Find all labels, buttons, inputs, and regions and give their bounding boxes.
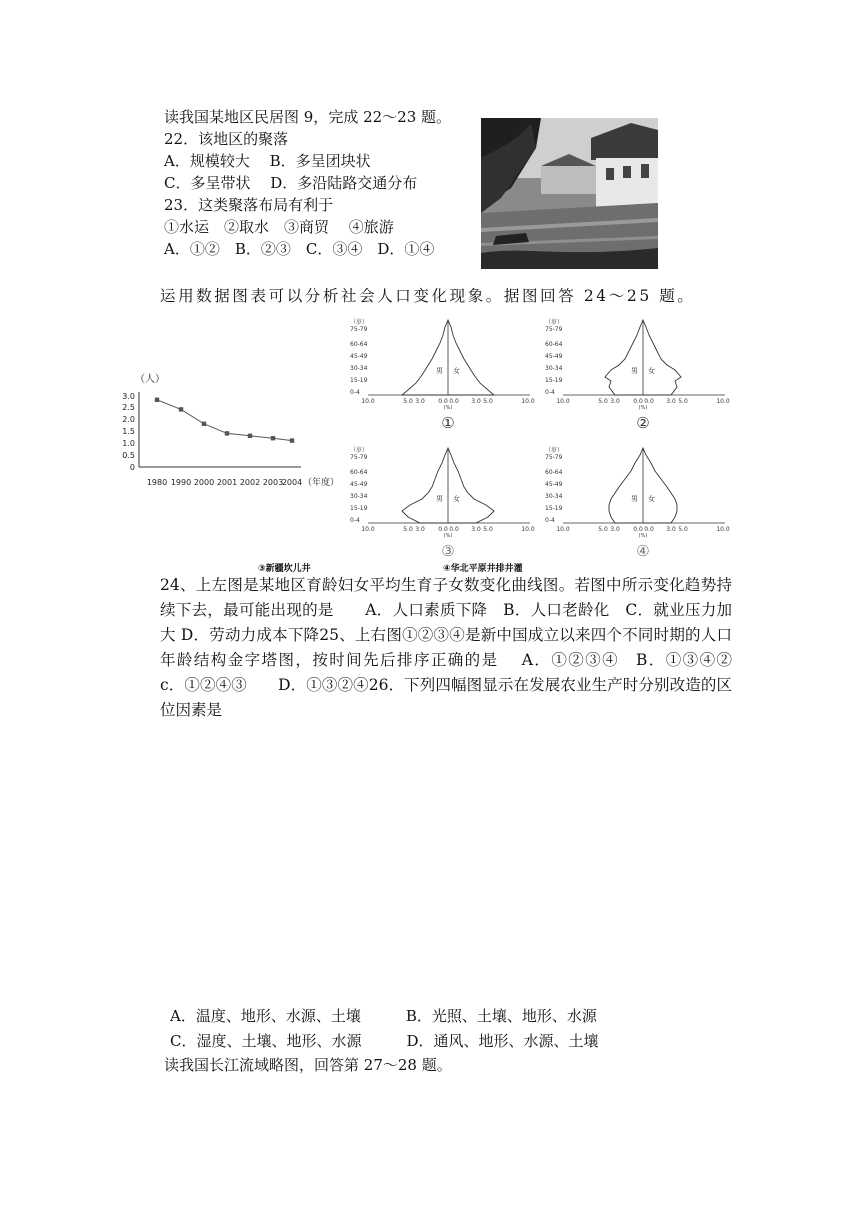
pyramid-label: ③ <box>441 542 455 560</box>
q23-options: A．①② B．②③ C．③④ D．①④ <box>164 240 435 258</box>
residence-photo <box>481 118 658 269</box>
svg-text:0.0: 0.0 <box>633 398 643 405</box>
data-point <box>155 398 159 402</box>
x-tick: 2003 <box>262 478 284 487</box>
y-tick: 0.5 <box>122 451 135 460</box>
line-series <box>155 398 294 443</box>
svg-text:60-64: 60-64 <box>350 469 368 476</box>
y-tick: 2.0 <box>122 415 135 424</box>
x-tick: 2000 <box>193 478 215 487</box>
svg-text:0.0: 0.0 <box>438 526 448 533</box>
series-line <box>157 400 292 441</box>
pyramid-label: ① <box>441 414 455 432</box>
x-tick: 1990 <box>170 478 192 487</box>
svg-text:10.0: 10.0 <box>521 398 535 405</box>
svg-text:男: 男 <box>436 367 443 375</box>
svg-text:45-49: 45-49 <box>545 481 563 488</box>
svg-text:5.0: 5.0 <box>678 398 688 405</box>
svg-text:10.0: 10.0 <box>556 398 570 405</box>
svg-text:0.0: 0.0 <box>633 526 643 533</box>
svg-text:（岁）: （岁） <box>545 447 564 454</box>
svg-text:0.0: 0.0 <box>438 398 448 405</box>
pyramid-label: ④ <box>636 542 650 560</box>
svg-text:(%): (%) <box>443 405 453 411</box>
svg-text:60-64: 60-64 <box>545 469 563 476</box>
svg-text:60-64: 60-64 <box>350 341 368 348</box>
q24-26-paragraph: 24、上左图是某地区育龄妇女平均生育子女数变化曲线图。若图中所示变化趋势持续下去，最可能出现的是 A．人口素质下降 B．人口老龄化 C．就业压力加大 D．劳动力成本下降25、上右图①②③④是新中国成立以来四个不同时期的人口年龄结构金字塔图，按时间先后排序正确的是 A．①②③④ B．①③④② c．①②④③ D．①③②④26．下列四幅图显示在发展农业生产时分别改造的区位因素是 <box>160 576 764 719</box>
svg-text:(%): (%) <box>638 533 648 539</box>
svg-text:0.0: 0.0 <box>449 398 459 405</box>
svg-text:3.0: 3.0 <box>415 398 425 405</box>
svg-text:（岁）: （岁） <box>545 319 564 326</box>
svg-text:10.0: 10.0 <box>521 526 535 533</box>
svg-text:男: 男 <box>631 367 638 375</box>
svg-text:15-19: 15-19 <box>545 505 563 512</box>
svg-text:0-4: 0-4 <box>350 389 360 396</box>
svg-text:0-4: 0-4 <box>350 517 360 524</box>
svg-text:45-49: 45-49 <box>350 481 368 488</box>
pyramid-1 <box>350 318 535 432</box>
svg-text:3.0: 3.0 <box>666 398 676 405</box>
svg-text:（岁）: （岁） <box>350 319 369 326</box>
pyramid-label: ② <box>636 414 650 432</box>
q22-options-cd: C．多呈带状 D．多沿陆路交通分布 <box>164 174 418 192</box>
caption-north-china-plain: ④华北平原井排井灌 <box>443 564 523 574</box>
svg-text:女: 女 <box>453 495 460 503</box>
y-tick: 1.0 <box>122 439 135 448</box>
svg-text:15-19: 15-19 <box>545 377 563 384</box>
q26-options-ab: A．温度、地形、水源、土壤 B．光照、土壤、地形、水源 <box>170 1007 597 1025</box>
q22-stem: 22．该地区的聚落 <box>164 130 289 148</box>
q23-items: ①水运 ②取水 ③商贸 ④旅游 <box>164 218 394 236</box>
svg-text:3.0: 3.0 <box>471 398 481 405</box>
svg-text:5.0: 5.0 <box>598 398 608 405</box>
svg-text:3.0: 3.0 <box>610 398 620 405</box>
svg-text:0-4: 0-4 <box>545 517 555 524</box>
svg-text:30-34: 30-34 <box>545 493 563 500</box>
q26-options-cd: C．湿度、土壤、地形、水源 D．通风、地形、水源、土壤 <box>170 1032 599 1050</box>
svg-text:10.0: 10.0 <box>716 398 730 405</box>
svg-text:5.0: 5.0 <box>598 526 608 533</box>
svg-text:75-79: 75-79 <box>350 454 368 461</box>
q22-options-ab: A．规模较大 B．多呈团块状 <box>164 152 371 170</box>
x-tick: 2004 <box>281 478 303 487</box>
svg-text:男: 男 <box>436 495 443 503</box>
svg-text:男: 男 <box>631 495 638 503</box>
caption-karez: ③新疆坎儿井 <box>258 564 311 574</box>
pyramid-4 <box>545 446 730 560</box>
svg-text:45-49: 45-49 <box>545 353 563 360</box>
q23-stem: 23．这类聚落布局有利于 <box>164 196 334 214</box>
svg-text:60-64: 60-64 <box>545 341 563 348</box>
svg-text:0.0: 0.0 <box>644 526 654 533</box>
svg-text:10.0: 10.0 <box>361 526 375 533</box>
svg-text:15-19: 15-19 <box>350 377 368 384</box>
y-tick: 0 <box>129 463 135 472</box>
y-tick: 2.5 <box>122 403 135 412</box>
svg-text:5.0: 5.0 <box>403 526 413 533</box>
svg-text:10.0: 10.0 <box>716 526 730 533</box>
q22-23-intro: 读我国某地区民居图 9，完成 22～23 题。 <box>164 108 452 126</box>
x-unit-label: （年度） <box>303 478 340 488</box>
svg-text:女: 女 <box>453 367 460 375</box>
svg-text:女: 女 <box>648 367 655 375</box>
x-tick: 1980 <box>146 478 168 487</box>
data-point <box>179 407 183 411</box>
svg-text:0.0: 0.0 <box>644 398 654 405</box>
svg-text:15-19: 15-19 <box>350 505 368 512</box>
svg-text:0.0: 0.0 <box>449 526 459 533</box>
x-tick: 2002 <box>239 478 261 487</box>
svg-text:75-79: 75-79 <box>350 326 368 333</box>
svg-text:5.0: 5.0 <box>403 398 413 405</box>
svg-text:3.0: 3.0 <box>610 526 620 533</box>
data-point <box>290 438 294 442</box>
data-point <box>225 431 229 435</box>
fertility-line-chart <box>122 367 340 492</box>
y-tick: 1.5 <box>122 427 135 436</box>
svg-text:30-34: 30-34 <box>545 365 563 372</box>
population-pyramids <box>340 315 740 565</box>
svg-text:30-34: 30-34 <box>350 493 368 500</box>
svg-text:10.0: 10.0 <box>361 398 375 405</box>
pyramid-2 <box>545 318 730 432</box>
svg-text:(%): (%) <box>638 405 648 411</box>
data-point <box>271 436 275 440</box>
y-unit-label: （人） <box>135 374 165 385</box>
svg-text:0-4: 0-4 <box>545 389 555 396</box>
pyramid-3 <box>350 446 535 560</box>
svg-text:10.0: 10.0 <box>556 526 570 533</box>
svg-text:3.0: 3.0 <box>666 526 676 533</box>
data-point <box>248 434 252 438</box>
x-tick: 2001 <box>216 478 238 487</box>
svg-text:75-79: 75-79 <box>545 326 563 333</box>
svg-text:(%): (%) <box>443 533 453 539</box>
q27-intro: 读我国长江流域略图，回答第 27～28 题。 <box>164 1056 452 1074</box>
svg-text:75-79: 75-79 <box>545 454 563 461</box>
svg-text:5.0: 5.0 <box>678 526 688 533</box>
svg-text:30-34: 30-34 <box>350 365 368 372</box>
y-tick: 3.0 <box>122 392 135 401</box>
svg-text:3.0: 3.0 <box>471 526 481 533</box>
svg-text:5.0: 5.0 <box>483 526 493 533</box>
svg-text:（岁）: （岁） <box>350 447 369 454</box>
svg-text:5.0: 5.0 <box>483 398 493 405</box>
svg-text:45-49: 45-49 <box>350 353 368 360</box>
data-point <box>202 422 206 426</box>
svg-text:女: 女 <box>648 495 655 503</box>
svg-text:3.0: 3.0 <box>415 526 425 533</box>
section-intro: 运用数据图表可以分析社会人口变化现象。据图回答 24～25 题。 <box>160 287 696 305</box>
